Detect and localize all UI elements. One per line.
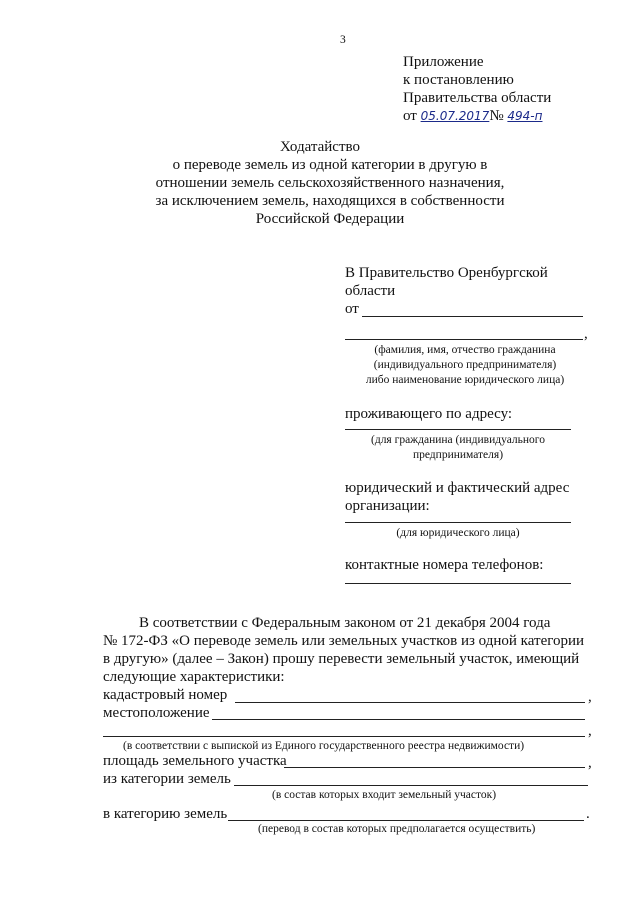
legal-address-field-line <box>345 522 571 523</box>
location-field-line <box>212 719 585 720</box>
to-category-caption: (перевод в состав которых предполагается осуществить) <box>258 823 536 835</box>
page-number: 3 <box>340 34 346 46</box>
area-label: площадь земельного участка <box>103 753 287 769</box>
name-caption-1: (фамилия, имя, отчество гражданина <box>374 344 556 356</box>
location-field-line-2 <box>103 736 585 737</box>
date-prefix: от <box>403 108 417 124</box>
appendix-line3: Правительства области <box>403 90 552 106</box>
number-sign: № <box>489 108 504 124</box>
body-line-1: В соответствии с Федеральным законом от 21 декабря 2004 года <box>139 615 551 631</box>
area-comma: , <box>588 755 592 771</box>
appendix-title: Приложение <box>403 54 484 70</box>
from-field-line-2 <box>345 339 583 340</box>
phones-label: контактные номера телефонов: <box>345 557 544 573</box>
from-category-label: из категории земель <box>103 771 231 787</box>
title-line-1: Ходатайство <box>280 139 360 155</box>
body-line-4: следующие характеристики: <box>103 669 285 685</box>
residing-caption-1: (для гражданина (индивидуального <box>371 434 545 446</box>
name-caption-2: (индивидуального предпринимателя) <box>373 359 557 371</box>
from-comma: , <box>584 326 588 342</box>
title-line-2: о переводе земель из одной категории в другую в <box>172 157 488 173</box>
area-field-line <box>284 767 585 768</box>
from-label: от <box>345 301 359 317</box>
appendix-line2: к постановлению <box>403 72 514 88</box>
location-comma: , <box>588 723 592 739</box>
location-label: местоположение <box>103 705 210 721</box>
residing-label: проживающего по адресу: <box>345 406 513 422</box>
legal-address-label-1: юридический и фактический адрес <box>345 480 570 496</box>
legal-address-caption: (для юридического лица) <box>396 527 520 539</box>
title-line-4: за исключением земель, находящихся в собственности <box>155 193 505 209</box>
from-category-caption: (в состав которых входит земельный участок) <box>272 789 497 801</box>
from-field-line <box>362 316 583 317</box>
appendix-date-line <box>403 108 542 125</box>
residing-caption-2: предпринимателя) <box>412 449 504 461</box>
residing-field-line <box>345 429 571 430</box>
title-line-3: отношении земель сельскохозяйственного назначения, <box>155 175 505 191</box>
cadastral-comma: , <box>588 689 592 705</box>
body-line-2: № 172-ФЗ «О переводе земель или земельных участков из одной категории <box>103 633 585 649</box>
from-category-field-line <box>234 785 588 786</box>
handwritten-date: 05.07.2017 <box>420 109 490 123</box>
cadastral-field-line <box>235 702 585 703</box>
to-category-field-line <box>228 820 584 821</box>
addressee-line-2: области <box>345 283 396 299</box>
egrn-caption: (в соответствии с выпиской из Единого государственного реестра недвижимости) <box>123 740 525 752</box>
phones-field-line <box>345 583 571 584</box>
to-category-label: в категорию земель <box>103 806 228 822</box>
name-caption-3: либо наименование юридического лица) <box>365 374 565 386</box>
to-category-period: . <box>586 806 590 822</box>
body-line-3: в другую» (далее – Закон) прошу перевести земельный участок, имеющий <box>103 651 580 667</box>
legal-address-label-2: организации: <box>345 498 430 514</box>
handwritten-number: 494-п <box>507 109 543 123</box>
addressee-line-1: В Правительство Оренбургской <box>345 265 548 281</box>
title-line-5: Российской Федерации <box>255 211 405 227</box>
cadastral-label: кадастровый номер <box>103 687 228 703</box>
